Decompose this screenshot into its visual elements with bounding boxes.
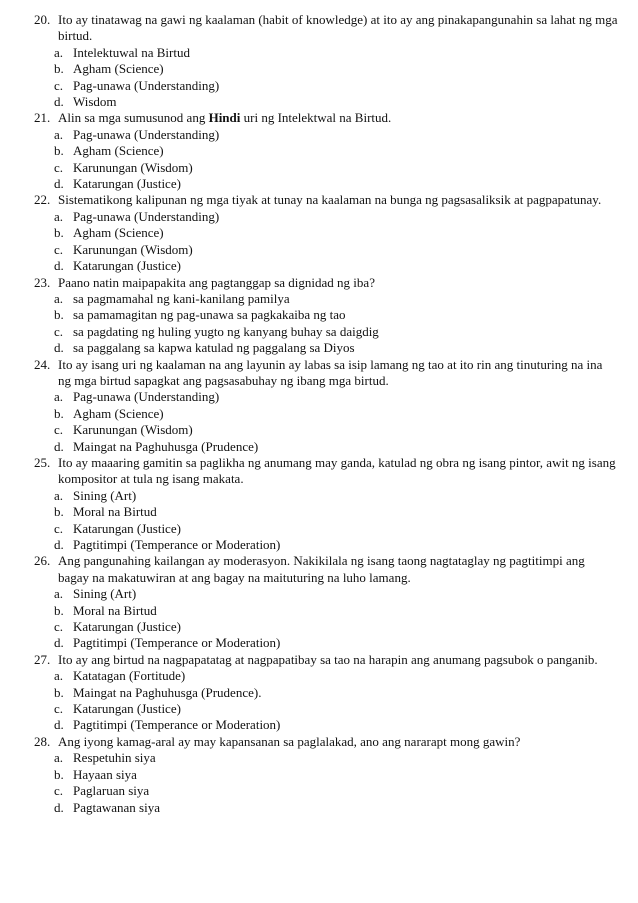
choice-text: Karunungan (Wisdom)	[73, 241, 193, 257]
question-27	[34, 652, 618, 734]
choice-letter: c.	[54, 422, 64, 438]
choice-text: Pagtitimpi (Temperance or Moderation)	[73, 635, 281, 651]
choice-text: Pagtawanan siya	[73, 799, 161, 815]
choice-text: Intelektuwal na Birtud	[73, 44, 190, 60]
question-23	[34, 275, 618, 357]
choice-letter: c.	[54, 323, 64, 339]
choice-text: sa pagmamahal ng kani-kanilang pamilya	[73, 290, 290, 306]
choice-text: Katarungan (Justice)	[73, 701, 181, 717]
choice-text: Sining (Art)	[73, 586, 137, 602]
choice-letter: a.	[54, 750, 64, 766]
question-number: 28.	[34, 733, 51, 749]
question-20	[34, 12, 618, 110]
question-text: Ito ay ang birtud na nagpapatatag at nagpapatibay sa tao na harapin ang anumang pagsubok o panganib.	[58, 651, 598, 667]
choice-d	[54, 340, 618, 356]
choice-text: Katarungan (Justice)	[73, 258, 181, 274]
question-text: Paano natin maipapakita ang pagtanggap sa dignidad ng iba?	[58, 274, 375, 290]
choice-d	[54, 717, 618, 733]
choice-letter: a.	[54, 389, 64, 405]
choice-text: Pag-unawa (Understanding)	[73, 389, 220, 405]
choice-list	[34, 127, 618, 193]
choice-text: Respetuhin siya	[73, 750, 156, 766]
choice-text: sa pagdating ng huling yugto ng kanyang buhay sa daigdig	[73, 323, 379, 339]
choice-b	[54, 685, 618, 701]
choice-text: Karunungan (Wisdom)	[73, 159, 193, 175]
choice-a	[54, 389, 618, 405]
choice-b	[54, 143, 618, 159]
choice-text: Pag-unawa (Understanding)	[73, 77, 220, 93]
question-text: Ito ay tinatawag na gawi ng kaalaman (habit of knowledge) at ito ay ang pinakapangunahin sa lahat ng mga birtud.	[58, 12, 618, 44]
choice-c	[54, 78, 618, 94]
choice-d	[54, 439, 618, 455]
choice-a	[54, 488, 618, 504]
choice-letter: a.	[54, 668, 64, 684]
choice-list	[34, 291, 618, 357]
choice-text: sa pamamagitan ng pag-unawa sa pagkakaiba ng tao	[73, 307, 346, 323]
choice-b	[54, 767, 618, 783]
choice-letter: a.	[54, 126, 64, 142]
choice-a	[54, 586, 618, 602]
choice-letter: d.	[54, 635, 64, 651]
choice-d	[54, 537, 618, 553]
question-text: Ang iyong kamag-aral ay may kapansanan sa paglalakad, ano ang nararapt mong gawin?	[58, 733, 521, 749]
choice-letter: a.	[54, 44, 64, 60]
choice-text: Karunungan (Wisdom)	[73, 422, 193, 438]
choice-c	[54, 422, 618, 438]
choice-b	[54, 225, 618, 241]
choice-letter: c.	[54, 159, 64, 175]
choice-c	[54, 783, 618, 799]
choice-b	[54, 61, 618, 77]
choice-letter: b.	[54, 225, 64, 241]
choice-a	[54, 668, 618, 684]
quiz-page	[34, 12, 618, 816]
question-number: 27.	[34, 651, 51, 667]
choice-d	[54, 800, 618, 816]
choice-letter: c.	[54, 77, 64, 93]
choice-letter: c.	[54, 701, 64, 717]
choice-letter: b.	[54, 307, 64, 323]
question-number: 25.	[34, 454, 51, 470]
choice-c	[54, 324, 618, 340]
question-number: 24.	[34, 356, 51, 372]
choice-list	[34, 586, 618, 652]
choice-b	[54, 603, 618, 619]
choice-list	[34, 389, 618, 455]
choice-c	[54, 701, 618, 717]
choice-text: Hayaan siya	[73, 766, 137, 782]
choice-text: Moral na Birtud	[73, 602, 157, 618]
question-text: Alin sa mga sumusunod ang Hindi uri ng Intelektwal na Birtud.	[58, 110, 392, 126]
choice-a	[54, 750, 618, 766]
choice-letter: b.	[54, 405, 64, 421]
choice-letter: b.	[54, 61, 64, 77]
question-number: 23.	[34, 274, 51, 290]
choice-letter: a.	[54, 487, 64, 503]
choice-letter: b.	[54, 504, 64, 520]
choice-c	[54, 619, 618, 635]
choice-text: Agham (Science)	[73, 143, 164, 159]
choice-text: sa paggalang sa kapwa katulad ng paggalang sa Diyos	[73, 340, 355, 356]
choice-d	[54, 258, 618, 274]
choice-letter: c.	[54, 520, 64, 536]
choice-text: Katarungan (Justice)	[73, 520, 181, 536]
choice-letter: d.	[54, 176, 64, 192]
choice-text: Agham (Science)	[73, 61, 164, 77]
choice-d	[54, 176, 618, 192]
choice-list	[34, 488, 618, 554]
choice-letter: d.	[54, 340, 64, 356]
choice-letter: d.	[54, 537, 64, 552]
question-text: Ito ay maaaring gamitin sa paglikha ng anumang may ganda, katulad ng obra ng isang pintor, awit ng isang kompositor at tula ng isang makata.	[58, 454, 616, 487]
choice-a	[54, 291, 618, 307]
choice-letter: d.	[54, 799, 64, 815]
question-number: 22.	[34, 192, 51, 208]
choice-a	[54, 209, 618, 225]
choice-text: Sining (Art)	[73, 487, 137, 503]
choice-text: Katarungan (Justice)	[73, 619, 181, 635]
choice-list	[34, 668, 618, 734]
choice-letter: c.	[54, 783, 64, 799]
choice-letter: b.	[54, 766, 64, 782]
choice-list	[34, 750, 618, 816]
question-26	[34, 553, 618, 651]
choice-text: Maingat na Paghuhusga (Prudence)	[73, 438, 259, 454]
choice-d	[54, 635, 618, 651]
choice-letter: b.	[54, 602, 64, 618]
choice-c	[54, 521, 618, 537]
choice-text: Katarungan (Justice)	[73, 176, 181, 192]
choice-d	[54, 94, 618, 110]
choice-text: Pagtitimpi (Temperance or Moderation)	[73, 537, 281, 552]
question-25	[34, 455, 618, 553]
choice-letter: c.	[54, 619, 64, 635]
choice-letter: a.	[54, 586, 64, 602]
choice-a	[54, 127, 618, 143]
choice-list	[34, 45, 618, 111]
choice-letter: d.	[54, 94, 64, 110]
choice-letter: c.	[54, 241, 64, 257]
question-number: 26.	[34, 553, 51, 569]
question-28	[34, 734, 618, 816]
choice-letter: a.	[54, 290, 64, 306]
question-number: 21.	[34, 110, 51, 126]
question-number: 20.	[34, 12, 51, 27]
choice-list	[34, 209, 618, 275]
choice-letter: d.	[54, 438, 64, 454]
choice-text: Paglaruan siya	[73, 783, 150, 799]
choice-b	[54, 307, 618, 323]
choice-letter: a.	[54, 208, 64, 224]
question-text: Ang pangunahing kailangan ay moderasyon. Nakikilala ng isang taong nagtataglay ng pagtitimpi ang bagay na makatuwiran at ang bagay na maituturing na luho lamang.	[58, 553, 585, 585]
choice-text: Maingat na Paghuhusga (Prudence).	[73, 684, 262, 700]
choice-text: Moral na Birtud	[73, 504, 157, 520]
choice-text: Agham (Science)	[73, 225, 164, 241]
choice-text: Agham (Science)	[73, 405, 164, 421]
choice-a	[54, 45, 618, 61]
choice-text: Pag-unawa (Understanding)	[73, 208, 220, 224]
choice-text: Pagtitimpi (Temperance or Moderation)	[73, 717, 281, 733]
question-22	[34, 192, 618, 274]
question-text: Sistematikong kalipunan ng mga tiyak at tunay na kaalaman na bunga ng pagsasaliksik at pagpapatunay.	[58, 192, 602, 208]
choice-letter: d.	[54, 258, 64, 274]
choice-text: Pag-unawa (Understanding)	[73, 126, 220, 142]
question-24	[34, 357, 618, 455]
choice-letter: b.	[54, 684, 64, 700]
question-21	[34, 110, 618, 192]
choice-letter: d.	[54, 717, 64, 733]
choice-text: Katatagan (Fortitude)	[73, 668, 186, 684]
choice-c	[54, 242, 618, 258]
choice-c	[54, 160, 618, 176]
question-text: Ito ay isang uri ng kaalaman na ang layunin ay labas sa isip lamang ng tao at ito rin ang tinuturing na ina ng mga birtud sapagkat ang pagsasabuhay ng ibang mga birtud.	[58, 356, 603, 388]
choice-letter: b.	[54, 143, 64, 159]
choice-b	[54, 504, 618, 520]
emphasis-text: Hindi	[208, 110, 241, 126]
choice-text: Wisdom	[73, 94, 117, 110]
choice-b	[54, 406, 618, 422]
